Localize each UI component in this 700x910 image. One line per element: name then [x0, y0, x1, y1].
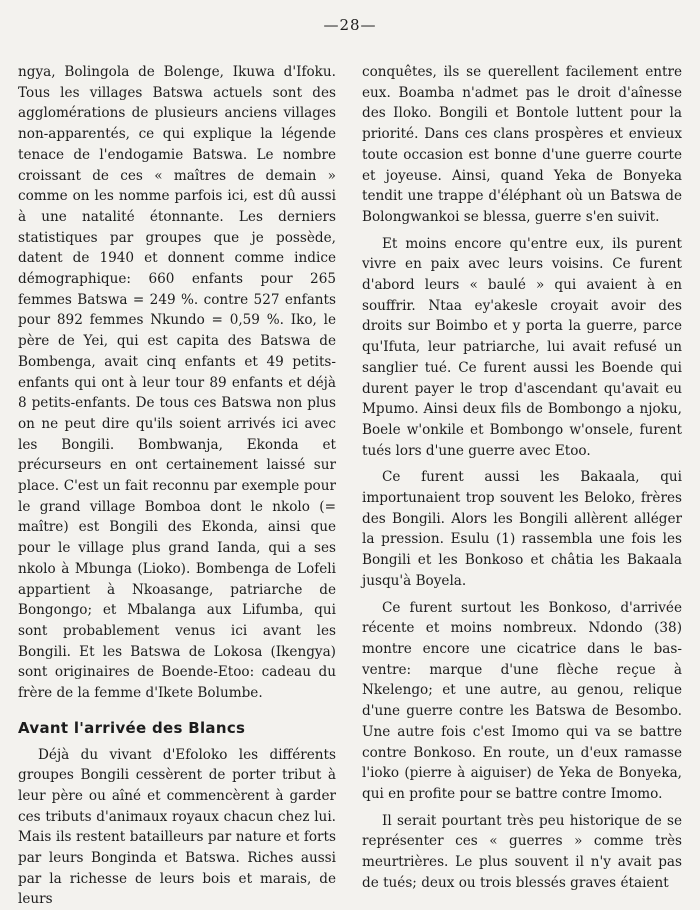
- right-paragraph-3: Ce furent aussi les Bakaala, qui importunaient trop souvent les Beloko, frères des Bongili. Alors les Bongili allèrent alléger la pression. Esulu (1) rassembla une fois les Bongili et les Bonkoso et châtia les Bakaala jusqu'à Boyela.: [362, 467, 682, 591]
- left-paragraph-2: Déjà du vivant d'Efoloko les différents groupes Bongili cessèrent de porter tribut à leur père ou aîné et commencèrent à garder ces tributs d'animaux royaux chacun chez lui. Mais ils restent batailleurs par nature et forts par leurs Bonginda et Batswa. Riches aussi par la richesse de leurs bois et marais, de leurs: [18, 745, 336, 910]
- left-column: [18, 62, 336, 910]
- left-paragraph-1: ngya, Bolingola de Bolenge, Ikuwa d'Ifoku. Tous les villages Batswa actuels sont des agglomérations de plusieurs anciens villages non-apparentés, ce qui explique la légende tenace de l'endogamie Batswa. Le nombre croissant de ces « maîtres de demain » comme on les nomme parfois ici, est dû aussi à une natalité étonnante. Les derniers statistiques par groupes que je possède, datent de 1940 et donnent comme indice démographique: 660 enfants pour 265 femmes Batswa = 249 %. contre 527 enfants pour 892 femmes Nkundo = 0,59 %. Iko, le père de Yei, qui est capita des Batswa de Bombenga, avait cinq enfants et 49 petits-enfants qui ont à leur tour 89 enfants et déjà 8 petits-enfants. De tous ces Batswa non plus on ne peut dire qu'ils soient arrivés ici avec les Bongili. Bombwanja, Ekonda et précurseurs en ont certainement laissé sur place. C'est un fait reconnu par exemple pour le grand village Bomboa dont le nkolo (= maître) est Bongili des Ekonda, ainsi que pour le village plus grand Ianda, qui a ses nkolo à Mbunga (Lioko). Bombenga de Lofeli appartient à Nkoasange, patriarche de Bongongo; et Mbalanga aux Lifumba, qui sont probablement venus ici avant les Bongili. Et les Batswa de Lokosa (Ikengya) sont originaires de Boende-Etoo: cadeau du frère de la femme d'Ikete Bolumbe.: [18, 62, 336, 704]
- right-paragraph-5: Il serait pourtant très peu historique de se représenter ces « guerres » comme très meurtrières. Le plus souvent il n'y avait pas de tués; deux ou trois blessés graves étaient: [362, 811, 682, 894]
- section-heading: Avant l'arrivée des Blancs: [18, 718, 336, 739]
- page-number: —28—: [0, 16, 700, 34]
- right-paragraph-4: Ce furent surtout les Bonkoso, d'arrivée récente et moins nombreux. Ndondo (38) montre encore une cicatrice dans le bas-ventre: marque d'une flèche reçue à Nkelengo; et une autre, au genou, relique d'une guerre contre les Batswa de Besombo. Une autre fois c'est Imomo qui va se battre contre Bonkoso. En route, un d'eux ramasse l'ioko (pierre à aiguiser) de Yeka de Bonyeka, qui en profite pour se battre contre Imomo.: [362, 598, 682, 805]
- right-paragraph-1: conquêtes, ils se querellent facilement entre eux. Boamba n'admet pas le droit d'aînesse des Iloko. Bongili et Bontole luttent pour la priorité. Dans ces clans prospères et envieux toute occasion est bonne d'une guerre courte et joyeuse. Ainsi, quand Yeka de Bonyeka tendit une trappe d'éléphant où un Batswa de Bolongwankoi se blessa, guerre s'en suivit.: [362, 62, 682, 228]
- right-column: [362, 62, 682, 893]
- right-paragraph-2: Et moins encore qu'entre eux, ils purent vivre en paix avec leurs voisins. Ce furent d'abord leurs « baulé » qui avaient à en souffrir. Ntaa ey'akesle croyait avoir des droits sur Boimbo et y porta la guerre, parce qu'Ifuta, leur patriarche, lui avait refusé un sanglier tué. Ce furent aussi les Boende qui durent payer le trop d'ascendant qu'avait eu Mpumo. Ainsi deux fils de Bombongo a njoku, Boele w'onkile et Bombongo w'onsele, furent tués lors d'une guerre avec Etoo.: [362, 234, 682, 462]
